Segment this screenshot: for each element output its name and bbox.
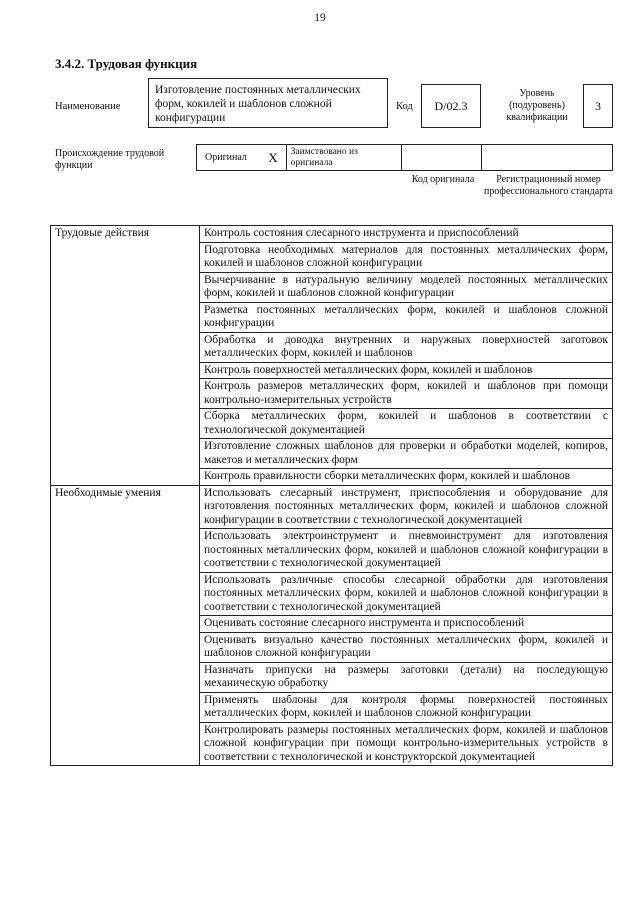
origin-mark: X	[268, 149, 278, 165]
function-name-field: Изготовление постоянных металлических форм, кокилей и шаблонов сложной конфигурации	[148, 78, 388, 128]
origin-row	[196, 144, 613, 171]
origin-original-label: Оригинал	[205, 152, 247, 163]
origin-borrowed-cell: Заимствовано из оригинала	[287, 145, 402, 170]
table-row	[51, 226, 613, 243]
reg-number-cell	[482, 145, 612, 170]
labor-action-item: Разметка постоянных металлических форм, кокилей и шаблонов сложной конфигурации	[200, 302, 613, 332]
labor-action-item: Изготовление сложных шаблонов для проверки и обработки моделей, копиров, макетов и металлических форм	[200, 439, 613, 469]
skill-item: Назначать припуски на размеры заготовки (детали) на последующую механическую обработку	[200, 662, 613, 692]
origin-label: Происхождение трудовой функции	[55, 148, 165, 171]
function-table	[50, 225, 613, 766]
code-label: Код	[396, 101, 413, 112]
skill-group-label: Необходимые умения	[51, 485, 200, 766]
labor-action-item: Контроль поверхностей металлических форм, кокилей и шаблонов	[200, 362, 613, 379]
code-field: D/02.3	[421, 84, 481, 128]
skill-item: Контролировать размеры постоянных металлических форм, кокилей и шаблонов сложной конфигурации при помощи контрольно-измерительных устройств в соответствии с технологической и конструкторской документацией	[200, 722, 613, 766]
labor-action-item: Контроль правильности сборки металлических форм, кокилей и шаблонов	[200, 469, 613, 486]
labor-action-item: Контроль состояния слесарного инструмента и приспособлений	[200, 226, 613, 243]
labor-action-item: Подготовка необходимых материалов для постоянных металлических форм, кокилей и шаблонов сложной конфигурации	[200, 242, 613, 272]
skill-item: Использовать электроинструмент и пневмоинструмент для изготовления постоянных металлических форм, кокилей и шаблонов сложной конфигурации в соответствии с технологической документацией	[200, 529, 613, 573]
reg-number-label: Регистрационный номер профессионального стандарта	[484, 174, 613, 197]
level-label: Уровень (подуровень) квалификации	[506, 88, 568, 123]
code-original-label: Код оригинала	[411, 174, 475, 185]
level-field: 3	[583, 84, 613, 128]
skill-item: Оценивать состояние слесарного инструмента и приспособлений	[200, 616, 613, 633]
labor-action-group-label: Трудовые действия	[51, 226, 200, 486]
labor-action-item: Обработка и доводка внутренних и наружных поверхностей заготовок металлических форм, кокилей и шаблонов	[200, 332, 613, 362]
labor-action-item: Контроль размеров металлических форм, кокилей и шаблонов при помощи контрольно-измерительных устройств	[200, 379, 613, 409]
name-label: Наименование	[55, 101, 121, 112]
labor-action-item: Сборка металлических форм, кокилей и шаблонов в соответствии с технологической документацией	[200, 409, 613, 439]
page-number: 19	[314, 12, 326, 24]
skill-item: Применять шаблоны для контроля формы поверхностей постоянных металлических форм, кокилей и шаблонов сложной конфигурации	[200, 692, 613, 722]
code-original-cell	[402, 145, 482, 170]
labor-action-item: Вычерчивание в натуральную величину моделей постоянных металлических форм, кокилей и шаблонов сложной конфигурации	[200, 272, 613, 302]
origin-original-cell	[197, 145, 287, 170]
skill-item: Оценивать визуально качество постоянных металлических форм, кокилей и шаблонов сложной конфигурации	[200, 632, 613, 662]
skill-item: Использовать слесарный инструмент, приспособления и оборудование для изготовления постоянных металлических форм, кокилей и шаблонов сложной конфигурации в соответствии с технологической документацией	[200, 485, 613, 529]
table-row	[51, 485, 613, 529]
section-title: 3.4.2. Трудовая функция	[55, 56, 198, 71]
skill-item: Использовать различные способы слесарной обработки для изготовления постоянных металлических форм, кокилей и шаблонов сложной конфигурации в соответствии с технологической документацией	[200, 572, 613, 616]
